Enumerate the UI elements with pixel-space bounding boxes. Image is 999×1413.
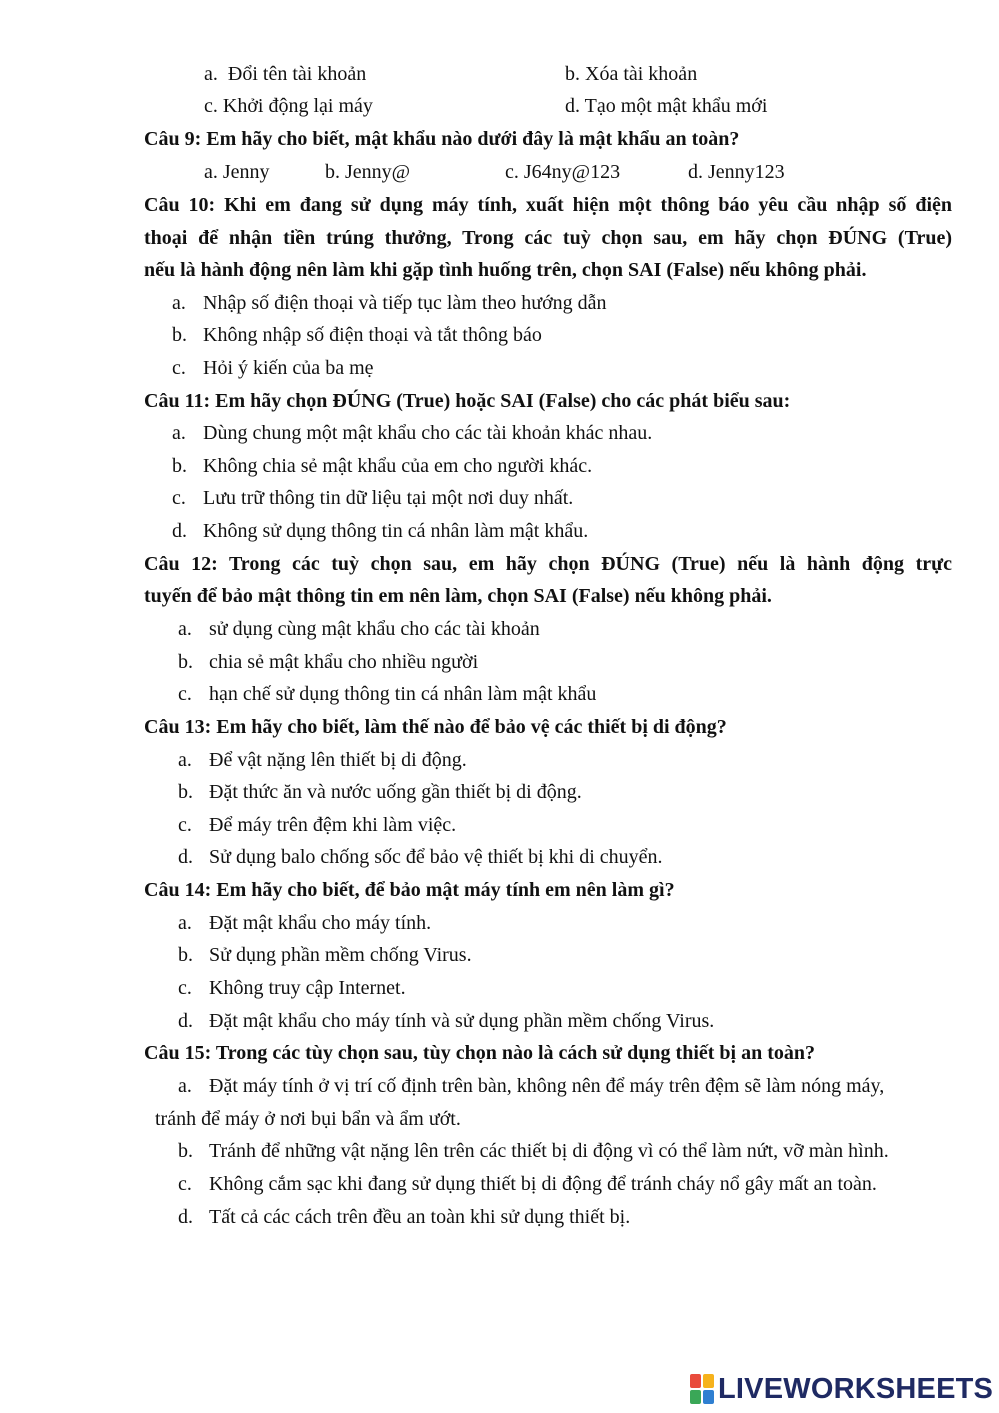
q14-option-b-text: Sử dụng phần mềm chống Virus. — [209, 944, 472, 966]
q10-option-c-label: c. — [172, 357, 186, 379]
q13-option-c-text: Để máy trên đệm khi làm việc. — [209, 814, 457, 836]
q10-option-c-text: Hỏi ý kiến của ba mẹ — [203, 357, 374, 379]
q10-option-b-label: b. — [172, 324, 187, 346]
q10-option-a — [172, 291, 607, 315]
q11-option-c — [172, 486, 573, 510]
q9-option-b: b. Jenny@ — [325, 161, 411, 183]
q13-option-a — [178, 748, 467, 772]
q10-option-a-text: Nhập số điện thoại và tiếp tục làm theo hướng dẫn — [203, 292, 607, 314]
q15-option-b-text: Tránh để những vật nặng lên trên các thiết bị di động vì có thể làm nứt, vỡ màn hình. — [209, 1140, 889, 1162]
q14-option-c-text: Không truy cập Internet. — [209, 977, 406, 999]
q8-option-c: c. Khởi động lại máy — [204, 95, 373, 117]
q10-option-b — [172, 323, 542, 347]
q15-option-b — [178, 1139, 889, 1163]
liveworksheets-wordmark: LIVEWORKSHEETS — [718, 1372, 994, 1405]
q11-option-b-label: b. — [172, 455, 187, 477]
q10-option-b-text: Không nhập số điện thoại và tắt thông báo — [203, 324, 542, 346]
q11-option-d — [172, 519, 588, 543]
q11-option-d-label: d. — [172, 520, 187, 542]
q13-question: Câu 13: Em hãy cho biết, làm thế nào để bảo vệ các thiết bị di động? — [144, 716, 727, 738]
q14-option-b-label: b. — [178, 944, 193, 966]
q15-option-a-text: Đặt máy tính ở vị trí cố định trên bàn, không nên để máy trên đệm sẽ làm nóng máy, — [209, 1075, 885, 1097]
q14-question: Câu 14: Em hãy cho biết, để bảo mật máy tính em nên làm gì? — [144, 879, 675, 901]
q15-option-c — [178, 1172, 877, 1196]
q12-question-line-1: Câu 12: Trong các tuỳ chọn sau, em hãy chọn ĐÚNG (True) nếu là hành động trực — [144, 553, 952, 575]
q12-option-a-label: a. — [178, 618, 192, 640]
q11-option-a — [172, 421, 652, 445]
q10-option-a-label: a. — [172, 292, 186, 314]
q15-option-c-label: c. — [178, 1173, 192, 1195]
q10-question-line-2: thoại để nhận tiền trúng thưởng, Trong các tuỳ chọn sau, em hãy chọn ĐÚNG (True) — [144, 227, 952, 249]
q14-option-a-label: a. — [178, 912, 192, 934]
q8-option-d: d. Tạo một mật khẩu mới — [565, 95, 768, 117]
q15-option-d-label: d. — [178, 1206, 193, 1228]
q11-option-b — [172, 454, 592, 478]
q13-option-c — [178, 813, 456, 837]
q12-option-b-text: chia sẻ mật khẩu cho nhiều người — [209, 651, 479, 673]
liveworksheets-mark-icon — [690, 1374, 714, 1404]
q13-option-b-text: Đặt thức ăn và nước uống gần thiết bị di động. — [209, 781, 582, 803]
q14-option-b — [178, 943, 472, 967]
q12-option-c-text: hạn chế sử dụng thông tin cá nhân làm mật khẩu — [209, 683, 597, 705]
q14-option-a — [178, 911, 431, 935]
q11-question: Câu 11: Em hãy chọn ĐÚNG (True) hoặc SAI (False) cho các phát biểu sau: — [144, 390, 791, 412]
q10-question-line-3: nếu là hành động nên làm khi gặp tình huống trên, chọn SAI (False) nếu không phải. — [144, 259, 867, 281]
q12-option-a — [178, 617, 540, 641]
q12-option-c — [178, 682, 596, 706]
q12-option-a-text: sử dụng cùng mật khẩu cho các tài khoản — [209, 618, 540, 640]
q8-option-b: b. Xóa tài khoản — [565, 63, 698, 85]
q13-option-c-label: c. — [178, 814, 192, 836]
q13-option-d-text: Sử dụng balo chống sốc để bảo vệ thiết bị khi di chuyển. — [209, 846, 663, 868]
q15-option-b-label: b. — [178, 1140, 193, 1162]
q12-option-b-label: b. — [178, 651, 193, 673]
q9-option-d: d. Jenny123 — [688, 161, 785, 183]
q8-option-a — [204, 62, 366, 86]
q13-option-b — [178, 780, 582, 804]
q15-option-c-text: Không cắm sạc khi đang sử dụng thiết bị di động để tránh cháy nổ gây mất an toàn. — [209, 1173, 877, 1195]
q13-option-a-label: a. — [178, 749, 192, 771]
q9-option-c: c. J64ny@123 — [505, 161, 621, 183]
q12-option-b — [178, 650, 478, 674]
q11-option-c-text: Lưu trữ thông tin dữ liệu tại một nơi duy nhất. — [203, 487, 574, 509]
q13-option-a-text: Để vật nặng lên thiết bị di động. — [209, 749, 467, 771]
q14-option-c — [178, 976, 406, 1000]
q13-option-b-label: b. — [178, 781, 193, 803]
q11-option-b-text: Không chia sẻ mật khẩu của em cho người khác. — [203, 455, 593, 477]
q11-option-a-label: a. — [172, 422, 186, 444]
q10-option-c — [172, 356, 374, 380]
q11-option-c-label: c. — [172, 487, 186, 509]
q9-option-a: a. Jenny — [204, 161, 270, 183]
q9-question: Câu 9: Em hãy cho biết, mật khẩu nào dưới đây là mật khẩu an toàn? — [144, 128, 740, 150]
q14-option-c-label: c. — [178, 977, 192, 999]
q11-option-a-text: Dùng chung một mật khẩu cho các tài khoản khác nhau. — [203, 422, 653, 444]
q15-option-a — [178, 1074, 884, 1098]
q14-option-a-text: Đặt mật khẩu cho máy tính. — [209, 912, 432, 934]
q15-option-a-continuation: tránh để máy ở nơi bụi bẩn và ẩm ướt. — [155, 1108, 461, 1130]
q8-option-a-text: Đổi tên tài khoản — [227, 63, 367, 85]
q12-option-c-label: c. — [178, 683, 192, 705]
q14-option-d — [178, 1009, 714, 1033]
q12-question-line-2: tuyến để bảo mật thông tin em nên làm, chọn SAI (False) nếu không phải. — [144, 585, 772, 607]
liveworksheets-logo — [690, 1372, 993, 1406]
q11-option-d-text: Không sử dụng thông tin cá nhân làm mật khẩu. — [203, 520, 589, 542]
q13-option-d — [178, 845, 663, 869]
q10-question-line-1: Câu 10: Khi em đang sử dụng máy tính, xuất hiện một thông báo yêu cầu nhập số điện — [144, 194, 952, 216]
q15-option-a-label: a. — [178, 1075, 192, 1097]
q14-option-d-text: Đặt mật khẩu cho máy tính và sử dụng phần mềm chống Virus. — [209, 1010, 715, 1032]
q13-option-d-label: d. — [178, 846, 193, 868]
q8-option-a-label: a. — [204, 63, 218, 85]
q15-question: Câu 15: Trong các tùy chọn sau, tùy chọn nào là cách sử dụng thiết bị an toàn? — [144, 1042, 816, 1064]
q15-option-d-text: Tất cả các cách trên đều an toàn khi sử dụng thiết bị. — [209, 1206, 631, 1228]
q14-option-d-label: d. — [178, 1010, 193, 1032]
q15-option-d — [178, 1205, 630, 1229]
